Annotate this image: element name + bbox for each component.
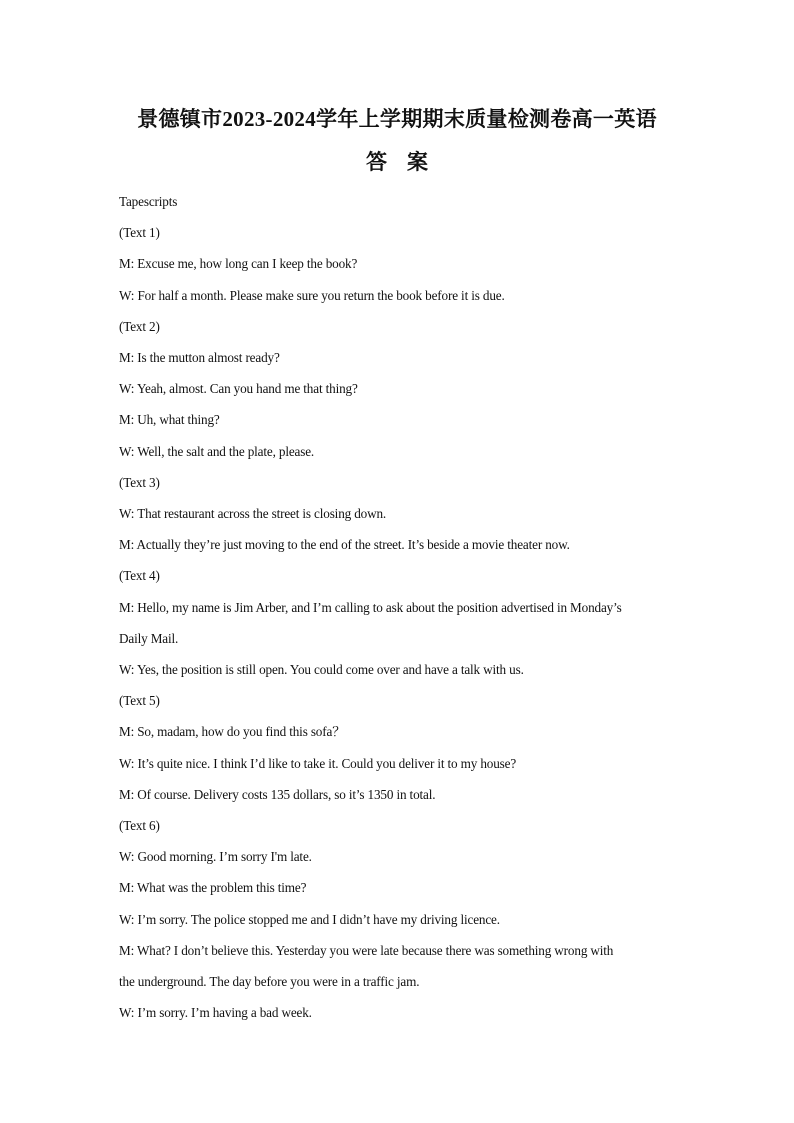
text-line: W: Well, the salt and the plate, please. [119, 443, 315, 459]
text-line: (Text 1) [119, 225, 160, 241]
text-line: W: Yeah, almost. Can you hand me that thing? [119, 381, 358, 397]
text-line: M: What was the problem this time? [119, 880, 307, 896]
text-line: W: I’m sorry. I’m having a bad week. [119, 1005, 312, 1021]
text-line: (Text 5) [119, 693, 160, 709]
text-line: W: That restaurant across the street is closing down. [119, 506, 387, 522]
text-line: W: Yes, the position is still open. You could come over and have a talk with us. [119, 662, 524, 678]
text-line: (Text 4) [119, 568, 160, 584]
text-line: M: What? I don’t believe this. Yesterday you were late because there was something wrong with [119, 942, 614, 958]
text-line: M: Is the mutton almost ready? [119, 350, 280, 366]
text-line: (Text 6) [119, 818, 160, 834]
text-line: M: Hello, my name is Jim Arber, and I’m calling to ask about the position advertised in Monday’s [119, 599, 622, 615]
text-line: M: Uh, what thing? [119, 412, 220, 428]
text-line: (Text 3) [119, 474, 160, 490]
text-line: M: Actually they’re just moving to the end of the street. It’s beside a movie theater now. [119, 537, 570, 553]
text-line: W: For half a month. Please make sure you return the book before it is due. [119, 287, 505, 303]
text-line: M: Excuse me, how long can I keep the book? [119, 256, 358, 272]
text-line: W: It’s quite nice. I think I’d like to take it. Could you deliver it to my house? [119, 755, 517, 771]
text-line: (Text 2) [119, 318, 160, 334]
document-title: 景德镇市2023-2024学年上学期期末质量检测卷高一英语 [137, 107, 657, 131]
text-line: M: So, madam, how do you find this sofa？ [119, 724, 346, 740]
text-line: M: Of course. Delivery costs 135 dollars, so it’s 1350 in total. [119, 786, 436, 802]
text-line: W: Good morning. I’m sorry I'm late. [119, 849, 312, 865]
document-subtitle: 答案 [366, 150, 448, 174]
text-line: the underground. The day before you were in a traffic jam. [119, 974, 420, 990]
text-line: Tapescripts [119, 194, 178, 209]
text-line: W: I’m sorry. The police stopped me and I didn’t have my driving licence. [119, 911, 500, 927]
text-line: Daily Mail. [119, 630, 179, 646]
tapescript-body [119, 186, 679, 1028]
